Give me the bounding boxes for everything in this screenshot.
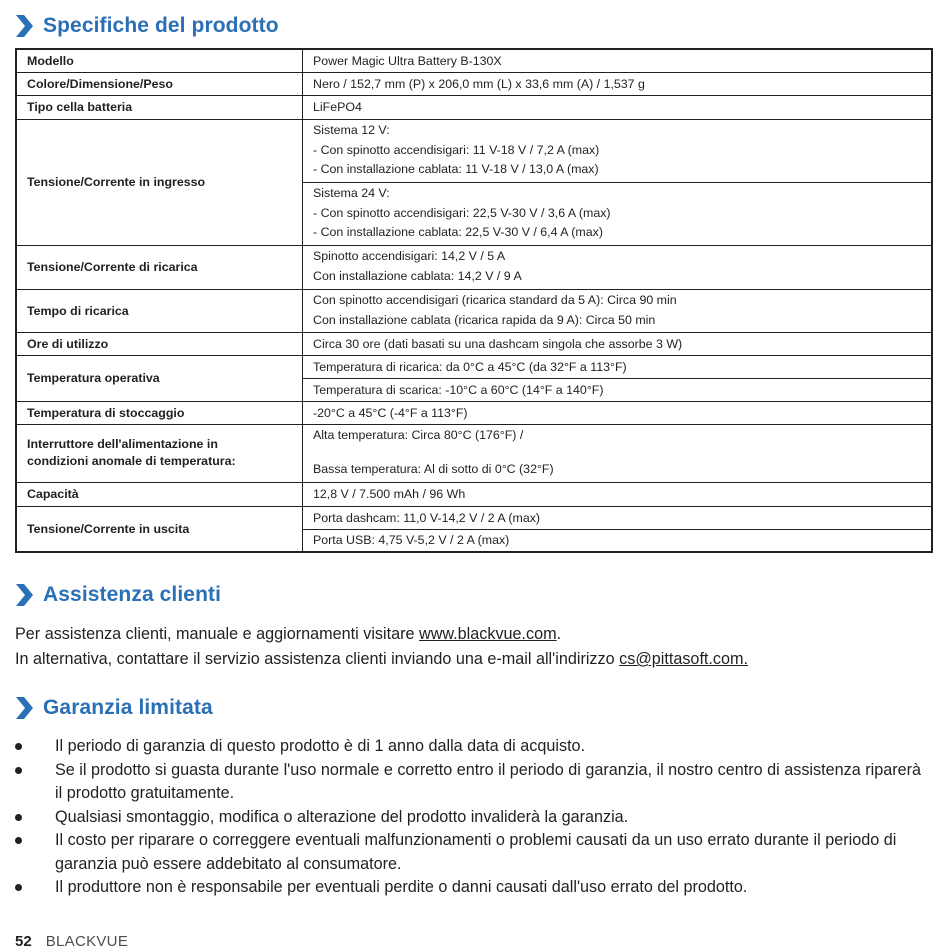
spec-value — [303, 182, 933, 245]
email-link[interactable]: cs@pittasoft.com. — [619, 650, 749, 668]
spec-label: Tempo di ricarica — [16, 289, 303, 332]
spec-value: Nero / 152,7 mm (P) x 206,0 mm (L) x 33,6 mm (A) / 1,537 g — [303, 72, 933, 95]
spec-label: Tensione/Corrente in uscita — [16, 506, 303, 552]
spec-label: Tipo cella batteria — [16, 95, 303, 119]
support-text: Per assistenza clienti, manuale e aggiornamenti visitare — [15, 625, 419, 643]
warranty-item — [15, 876, 930, 900]
spec-line: Alta temperatura: Circa 80°C (176°F) / — [313, 428, 524, 443]
spec-row-op-temp-charge — [16, 355, 932, 378]
chevron-right-icon — [14, 14, 34, 38]
warranty-item — [15, 735, 930, 759]
spec-line: Con installazione cablata (ricarica rapida da 9 A): Circa 50 min — [313, 312, 656, 327]
spec-line: Sistema 12 V: — [313, 122, 390, 137]
spec-row-hours — [16, 332, 932, 355]
spec-value: Temperatura di scarica: -10°C a 60°C (14°F a 140°F) — [303, 378, 933, 401]
bullet-icon — [15, 814, 22, 821]
warranty-title: Garanzia limitata — [43, 696, 213, 719]
spec-row-capacity — [16, 482, 932, 506]
spec-value — [303, 289, 933, 332]
warranty-item — [15, 759, 930, 806]
spec-value: Power Magic Ultra Battery B-130X — [303, 49, 933, 72]
specs-title: Specifiche del prodotto — [43, 14, 279, 37]
spec-line: - Con installazione cablata: 11 V-18 V / 13,0 A (max) — [313, 162, 599, 177]
support-text: . — [556, 625, 562, 643]
warranty-item-text: garanzia può essere addebitato al consumatore. — [55, 854, 402, 873]
support-text: In alternativa, contattare il servizio assistenza clienti inviando una e-mail all'indirizzo — [15, 650, 620, 668]
spec-label-line: Interruttore dell'alimentazione in — [27, 437, 218, 451]
warranty-item — [15, 806, 930, 830]
spec-row-charge-time — [16, 289, 932, 332]
spec-value: Circa 30 ore (dati basati su una dashcam singola che assorbe 3 W) — [303, 332, 933, 355]
spec-line: Sistema 24 V: — [313, 185, 390, 200]
spec-value: -20°C a 45°C (-4°F a 113°F) — [303, 401, 933, 424]
spec-row-input-12v — [16, 119, 932, 182]
spec-row-storage — [16, 401, 932, 424]
website-link[interactable]: www.blackvue.com — [419, 625, 557, 643]
spec-label: Capacità — [16, 482, 303, 506]
spec-value — [303, 245, 933, 289]
support-text-line-2 — [15, 647, 748, 671]
spec-line: - Con spinotto accendisigari: 11 V-18 V / 7,2 A (max) — [313, 142, 600, 157]
warranty-list — [15, 735, 930, 900]
spec-line: Spinotto accendisigari: 14,2 V / 5 A — [313, 249, 506, 264]
spec-row-color — [16, 72, 932, 95]
spec-label — [16, 424, 303, 482]
spec-line: Bassa temperatura: Al di sotto di 0°C (32°F) — [313, 462, 554, 476]
spec-value — [303, 119, 933, 182]
specs-heading — [14, 14, 279, 38]
spec-label: Modello — [16, 49, 303, 72]
warranty-item-text: Qualsiasi smontaggio, modifica o alterazione del prodotto invaliderà la garanzia. — [55, 807, 629, 826]
support-text-line-1 — [15, 622, 561, 646]
warranty-item-text: Se il prodotto si guasta durante l'uso normale e corretto entro il periodo di garanzia, il nostro centro di assistenza riparerà — [55, 760, 921, 779]
spec-line: - Con spinotto accendisigari: 22,5 V-30 V / 3,6 A (max) — [313, 205, 611, 220]
brand-name: BLACKVUE — [45, 933, 129, 950]
bullet-icon — [15, 884, 22, 891]
bullet-icon — [15, 837, 22, 844]
chevron-right-icon — [14, 583, 34, 607]
warranty-item-text: Il produttore non è responsabile per eventuali perdite o danni causati dall'uso errato del prodotto. — [55, 878, 748, 896]
warranty-item — [15, 829, 930, 876]
spec-row-cell — [16, 95, 932, 119]
spec-value: LiFePO4 — [303, 95, 933, 119]
support-heading — [14, 583, 221, 607]
chevron-right-icon — [14, 696, 34, 720]
page-footer — [15, 933, 128, 950]
spec-line: - Con installazione cablata: 22,5 V-30 V / 6,4 A (max) — [313, 225, 603, 240]
spec-label: Tensione/Corrente in ingresso — [16, 119, 303, 245]
spec-value: Porta USB: 4,75 V-5,2 V / 2 A (max) — [303, 529, 933, 552]
spec-value — [303, 424, 933, 482]
spec-label-line: condizioni anomale di temperatura: — [27, 454, 236, 468]
spec-row-charge — [16, 245, 932, 289]
bullet-icon — [15, 743, 22, 750]
spec-label: Colore/Dimensione/Peso — [16, 72, 303, 95]
spec-row-output-dashcam — [16, 506, 932, 529]
spec-value: Porta dashcam: 11,0 V-14,2 V / 2 A (max) — [303, 506, 933, 529]
warranty-item-text: Il periodo di garanzia di questo prodotto è di 1 anno dalla data di acquisto. — [55, 737, 586, 755]
spec-label: Tensione/Corrente di ricarica — [16, 245, 303, 289]
spec-label: Temperatura di stoccaggio — [16, 401, 303, 424]
spec-line-gap — [313, 446, 921, 460]
spec-line: Con installazione cablata: 14,2 V / 9 A — [313, 269, 522, 283]
bullet-icon — [15, 767, 22, 774]
support-title: Assistenza clienti — [43, 583, 222, 606]
warranty-item-text: Il costo per riparare o correggere eventuali malfunzionamenti o problemi causati da un uso errato durante il periodo di — [55, 831, 897, 849]
spec-label: Ore di utilizzo — [16, 332, 303, 355]
spec-row-cutoff — [16, 424, 932, 482]
warranty-heading — [14, 696, 213, 720]
spec-label: Temperatura operativa — [16, 355, 303, 401]
warranty-item-text: il prodotto gratuitamente. — [55, 784, 235, 802]
page-number: 52 — [15, 933, 32, 950]
spec-value: Temperatura di ricarica: da 0°C a 45°C (da 32°F a 113°F) — [303, 355, 933, 378]
spec-line: Con spinotto accendisigari (ricarica standard da 5 A): Circa 90 min — [313, 292, 677, 307]
spec-value: 12,8 V / 7.500 mAh / 96 Wh — [303, 482, 933, 506]
specs-table — [15, 48, 933, 553]
spec-row-model — [16, 49, 932, 72]
